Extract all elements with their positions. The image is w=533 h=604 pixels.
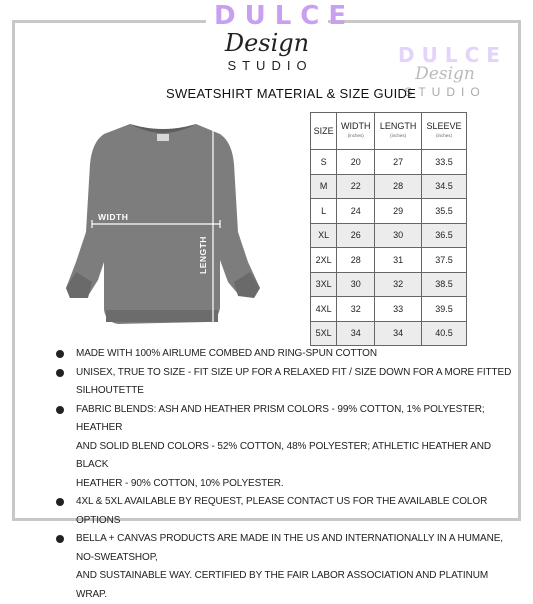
header-length: LENGTH (inches) (375, 113, 422, 150)
note-line: BELLA + CANVAS PRODUCTS ARE MADE IN THE US AND INTERNATIONALLY IN A HUMANE, NO-SWEATSHOP, (76, 533, 503, 563)
table-cell: 33 (375, 297, 422, 322)
table-row (311, 199, 467, 224)
table-cell: 32 (375, 272, 422, 297)
notes-list (56, 345, 516, 604)
page-title: SWEATSHIRT MATERIAL & SIZE GUIDE (166, 86, 417, 101)
width-label: WIDTH (98, 212, 129, 222)
bullet-icon (56, 369, 64, 377)
brand-logo (206, 1, 356, 76)
table-cell: 28 (337, 248, 375, 273)
sweatshirt-diagram (58, 112, 268, 338)
watermark-brand-name: DULCE (398, 43, 507, 67)
bullet-icon (56, 535, 64, 543)
note-line: 4XL & 5XL AVAILABLE BY REQUEST, PLEASE CONTACT US FOR THE AVAILABLE COLOR OPTIONS (76, 496, 488, 526)
table-cell: 2XL (311, 248, 337, 273)
table-cell: 34 (337, 321, 375, 346)
table-cell: 27 (375, 150, 422, 175)
table-cell: 30 (337, 272, 375, 297)
note-line: MADE WITH 100% AIRLUME COMBED AND RING-SPUN COTTON (76, 348, 377, 359)
brand-name: DULCE (214, 1, 356, 31)
table-cell: 35.5 (422, 199, 467, 224)
length-label: LENGTH (198, 236, 208, 274)
table-row (311, 321, 467, 346)
table-cell: 24 (337, 199, 375, 224)
note-line: FABRIC BLENDS: ASH AND HEATHER PRISM COLORS - 99% COTTON, 1% POLYESTER; HEATHER (76, 403, 485, 433)
note-item (56, 401, 516, 494)
table-cell: 4XL (311, 297, 337, 322)
table-row (311, 150, 467, 175)
table-cell: 37.5 (422, 248, 467, 273)
table-cell: S (311, 150, 337, 175)
table-cell: 5XL (311, 321, 337, 346)
neck-tag (157, 134, 169, 141)
table-cell: L (311, 199, 337, 224)
table-cell: 34 (375, 321, 422, 346)
bullet-icon (56, 498, 64, 506)
table-cell: 29 (375, 199, 422, 224)
brand-studio: STUDIO (227, 58, 313, 73)
table-cell: 22 (337, 174, 375, 199)
header-sleeve: SLEEVE (inches) (422, 113, 467, 150)
table-cell: 30 (375, 223, 422, 248)
table-cell: 33.5 (422, 150, 467, 175)
note-item (56, 345, 516, 364)
size-table-header (311, 113, 467, 150)
table-row (311, 223, 467, 248)
table-row (311, 297, 467, 322)
watermark-brand-script: Design (415, 64, 475, 84)
table-cell: 36.5 (422, 223, 467, 248)
table-cell: 26 (337, 223, 375, 248)
table-cell: 40.5 (422, 321, 467, 346)
watermark-brand-studio: STUDIO (404, 85, 486, 99)
header-size: SIZE (311, 113, 337, 150)
table-cell: XL (311, 223, 337, 248)
note-item (56, 364, 516, 401)
table-cell: 39.5 (422, 297, 467, 322)
table-cell: 38.5 (422, 272, 467, 297)
size-table (310, 112, 467, 346)
table-cell: 31 (375, 248, 422, 273)
note-line: HEATHER - 90% COTTON, 10% POLYESTER. (76, 477, 284, 489)
bullet-icon (56, 350, 64, 358)
table-cell: 32 (337, 297, 375, 322)
table-row (311, 272, 467, 297)
table-cell: 20 (337, 150, 375, 175)
table-cell: M (311, 174, 337, 199)
brand-script: Design (224, 29, 310, 57)
note-line: AND SOLID BLEND COLORS - 52% COTTON, 48% POLYESTER; ATHLETIC HEATHER AND BLACK (76, 440, 491, 470)
table-cell: 34.5 (422, 174, 467, 199)
note-item (56, 530, 516, 604)
sweatshirt-hem (106, 310, 218, 322)
table-cell: 3XL (311, 272, 337, 297)
note-line: AND SUSTAINABLE WAY. CERTIFIED BY THE FAIR LABOR ASSOCIATION AND PLATINUM WRAP. (76, 570, 489, 600)
table-row (311, 248, 467, 273)
note-line: UNISEX, TRUE TO SIZE - FIT SIZE UP FOR A RELAXED FIT / SIZE DOWN FOR A MORE FITTED SILHOUTETTE (76, 366, 512, 396)
header-width: WIDTH (inches) (337, 113, 375, 150)
note-item (56, 493, 516, 530)
table-row (311, 174, 467, 199)
bullet-icon (56, 406, 64, 414)
table-cell: 28 (375, 174, 422, 199)
